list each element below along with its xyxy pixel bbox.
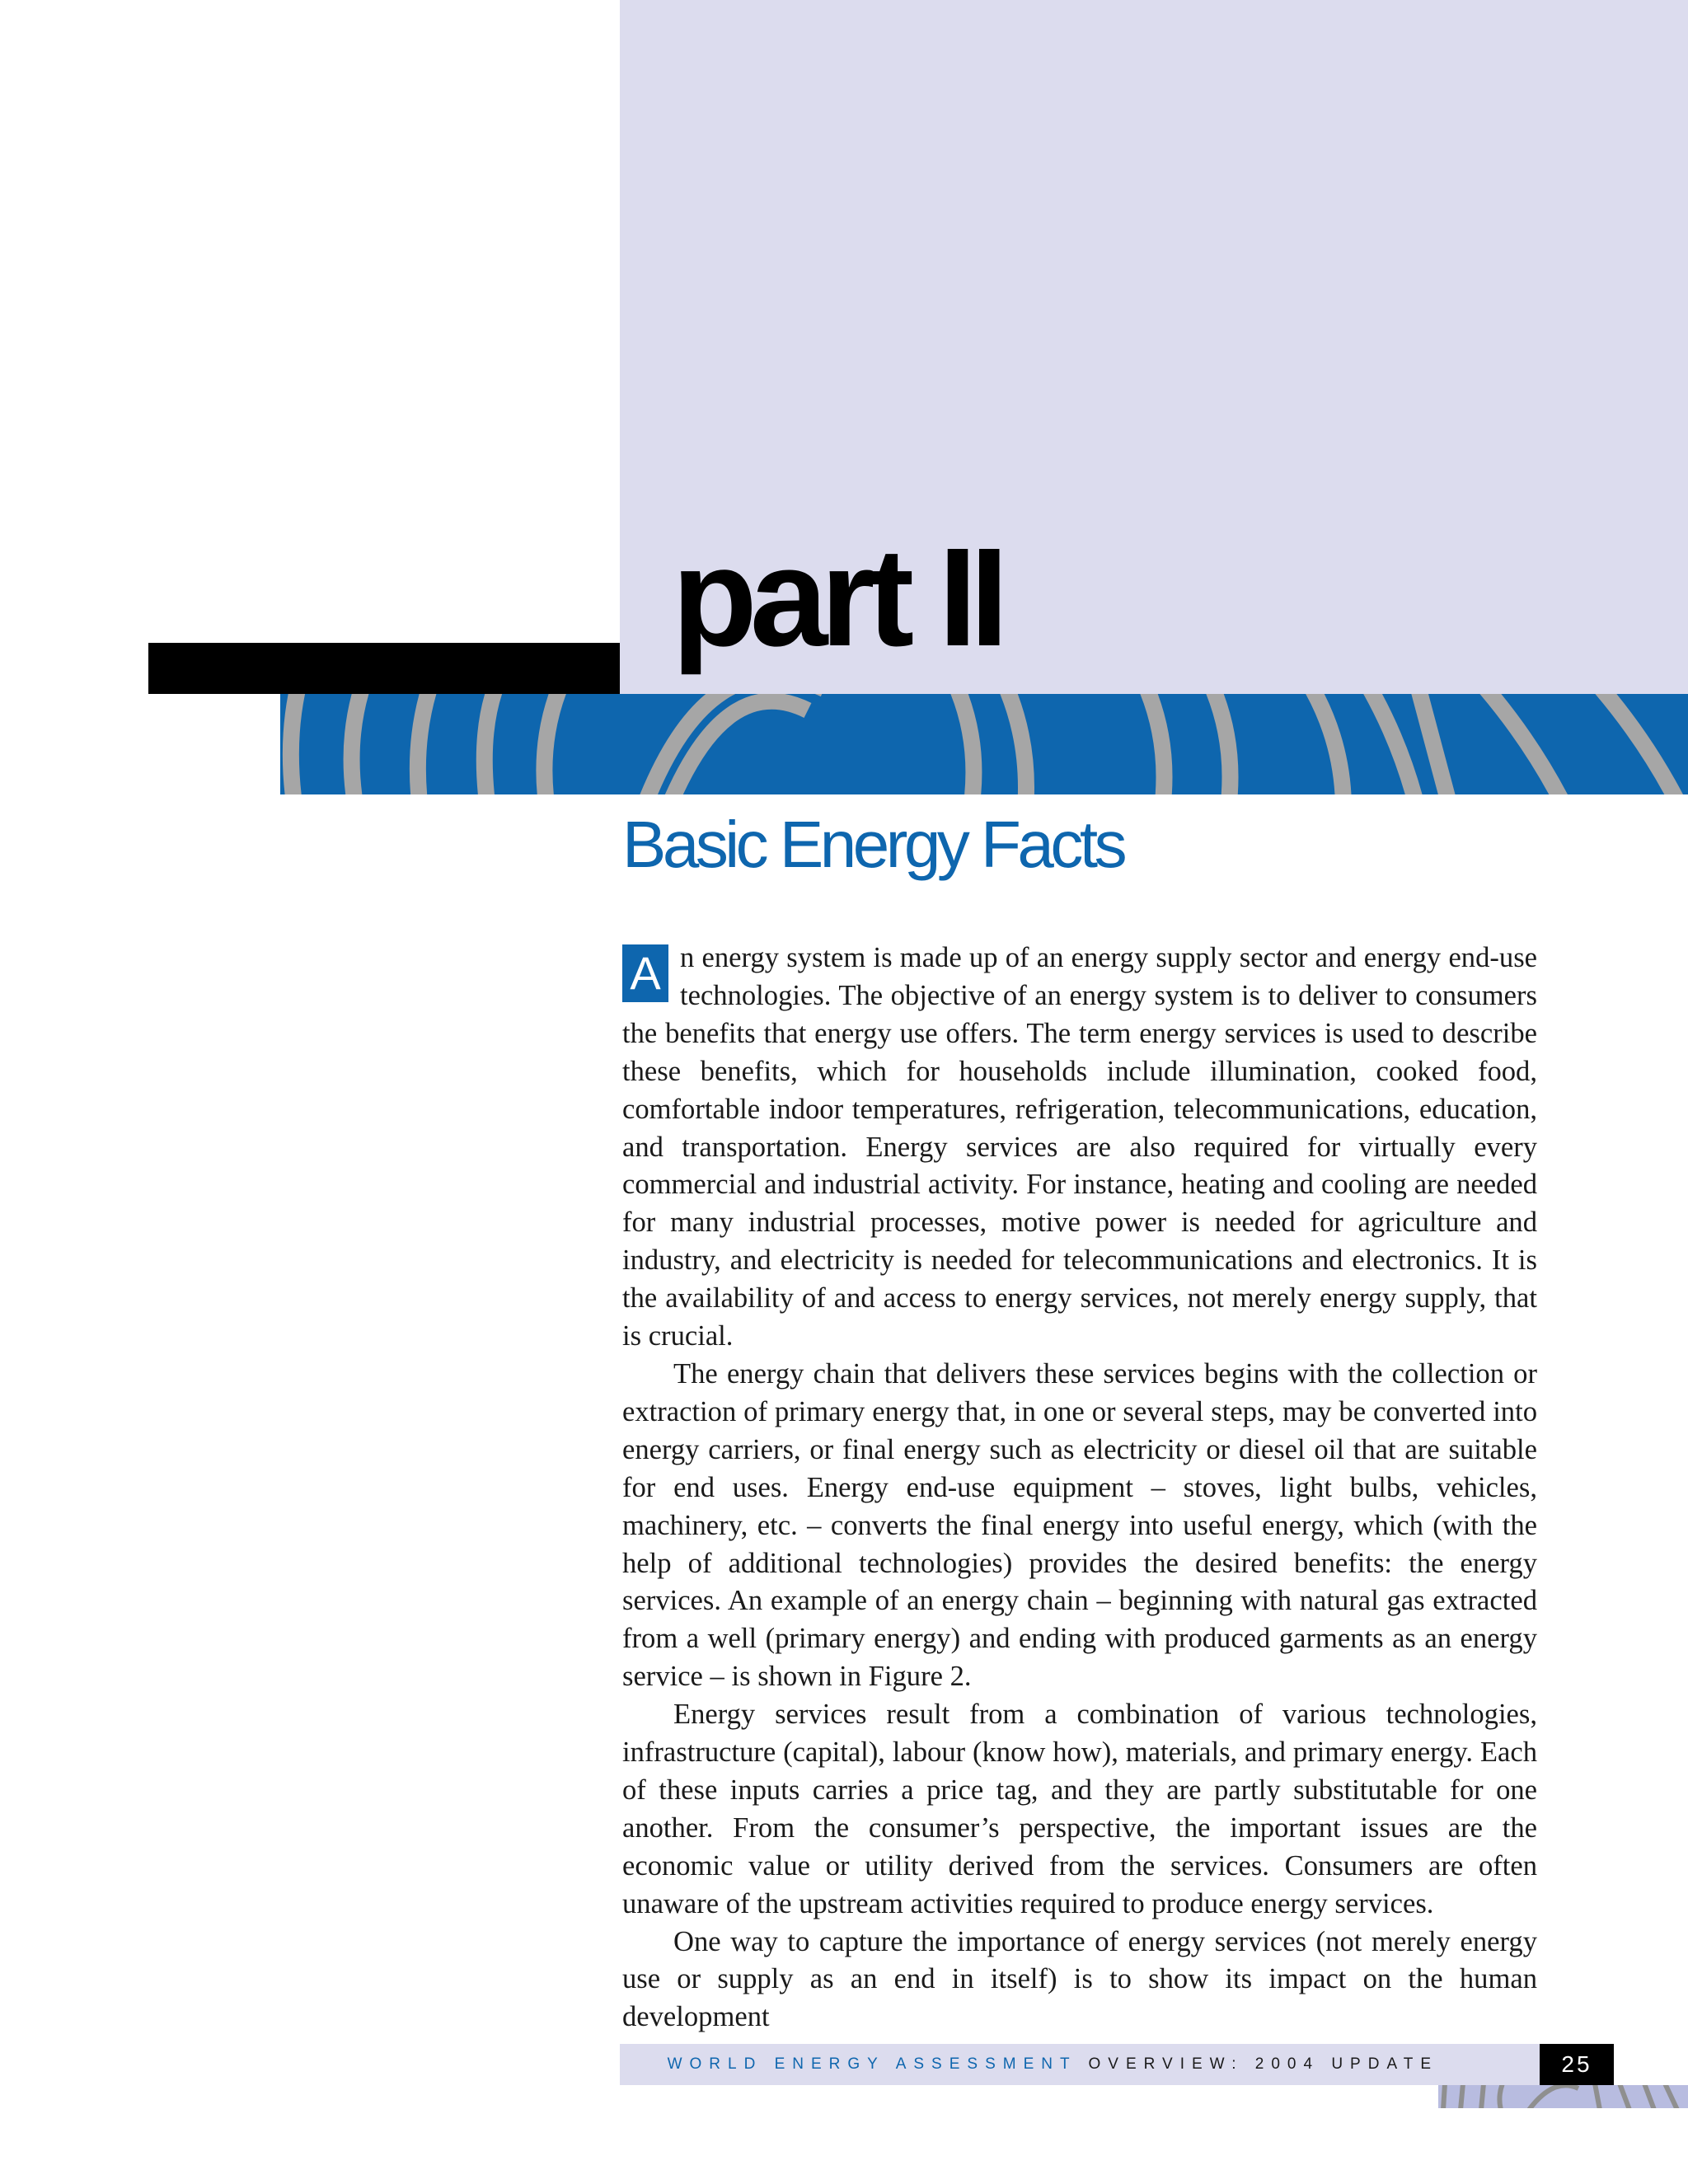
body-text (622, 940, 1537, 2036)
footer-bar (620, 2044, 1541, 2085)
body-paragraph-1 (622, 940, 1537, 1356)
footer-running-title (668, 2044, 1438, 2085)
footer-swirl-decoration (1438, 2085, 1688, 2108)
decorative-swirl-band (280, 694, 1688, 794)
section-title: Basic Energy Facts (622, 808, 1124, 881)
part-title: part II (672, 519, 1001, 676)
footer-edition: OVERVIEW: 2004 UPDATE (1088, 2055, 1438, 2073)
page-number: 25 (1540, 2044, 1614, 2085)
header-black-bar (148, 643, 620, 694)
paragraph-text: n energy system is made up of an energy supply sector and energy end-use technologies. The objective of an energy system is to deliver to consumers the benefits that energy use offers. The term energy services is used to describe these benefits, which for households include illumination, cooked food, comfortable indoor temperatures, refrigeration, telecommunications, education, and transportation. Energy services are also required for virtually every commercial and industrial activity. For instance, heating and cooling are needed for many industrial processes, motive power is needed for agriculture and industry, and electricity is needed for telecommunications and electronics. It is the availability of and access to energy services, not merely energy supply, that is crucial. (622, 942, 1537, 1352)
drop-cap: A (622, 944, 668, 1002)
body-paragraph-4: One way to capture the importance of energy services (not merely energy use or supply as an end in itself) is to show its impact on the human development (622, 1925, 1537, 2033)
swirl-pattern-graphic (280, 694, 1688, 794)
footer-publication: WORLD ENERGY ASSESSMENT (667, 2055, 1077, 2073)
body-paragraph-3: Energy services result from a combination of various technologies, infrastructure (capital), labour (know how), materials, and primary energy. Each of these inputs carries a price tag, and they are partly substitutable for one another. From the consumer’s perspective, the important issues are the economic value or utility derived from the services. Consumers are often unaware of the upstream activities required to produce energy services. (622, 1699, 1537, 1919)
footer-swirl-graphic (1438, 2085, 1688, 2108)
body-paragraph-2: The energy chain that delivers these services begins with the collection or extraction of primary energy that, in one or several steps, may be converted into energy carriers, or final energy such as electricity or diesel oil that are suitable for end uses. Energy end-use equipment – stoves, light bulbs, vehicles, machinery, etc. – converts the final energy into useful energy, which (with the help of additional technologies) provides the desired benefits: the energy services. An example of an energy chain – beginning with natural gas extracted from a well (primary energy) and ending with produced garments as an energy service – is shown in Figure 2. (622, 1357, 1537, 1693)
